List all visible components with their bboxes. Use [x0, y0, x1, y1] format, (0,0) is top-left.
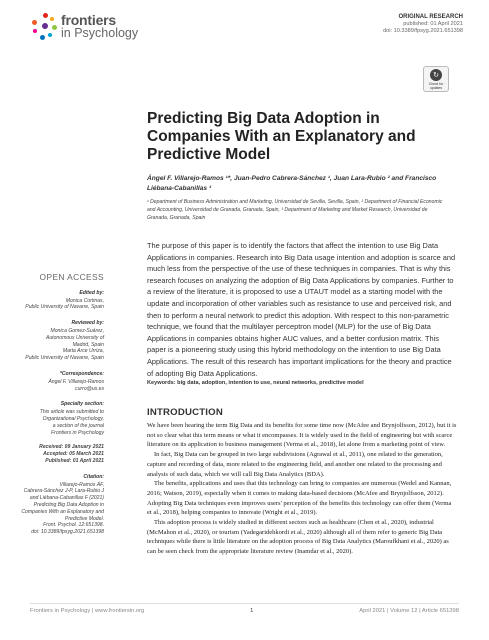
reviewed-by: Monica Gomez-Suárez, Autonomous University of Madrid, Spain Marta Arce Urriza, Public University of Navarre, Spain	[25, 327, 104, 362]
reviewed-by-heading: Reviewed by:	[71, 320, 104, 327]
logo-dot	[32, 20, 37, 25]
edited-by: Monica Cortinas, Public University of Navarre, Spain	[25, 297, 104, 311]
logo-dot	[52, 25, 57, 30]
logo-dot	[40, 35, 45, 40]
specialty-section: This article was submitted to Organizational Psychology, a section of the journal Frontiers in Psychology	[39, 409, 104, 436]
check-updates-icon: ↻	[430, 69, 442, 81]
footer-journal-link[interactable]: Frontiers in Psychology | www.frontiersin.org	[30, 608, 145, 614]
citation-heading: Citation:	[83, 473, 104, 480]
page-number: 1	[250, 608, 254, 614]
footer-issue-info: April 2021 | Volume 12 | Article 651398	[359, 608, 459, 614]
check-updates-button[interactable]	[423, 66, 449, 92]
check-updates-label: Check for updates	[428, 81, 444, 90]
keywords: Keywords: big data, adoption, intention to use, neural networks, predictive model	[147, 380, 364, 386]
paragraph: This adoption process is widely studied in different sectors such as healthcare (Chen et al., 2020), industrial (McMahon et al., 2020), or tourism (Yadegaridehkordi et al., 2020) although all of them refer to generic Big Data techniques while there is little literature on the adoption process of Big Data Analytics (Maroufkhani et al., 2020) as can be seen check from the appropriate literature review (Inamdar et al., 2020).	[147, 519, 449, 556]
article-title: Predicting Big Data Adoption in Companies With an Explanatory and Predictive Model	[147, 110, 416, 163]
specialty-heading: Specialty section:	[60, 401, 104, 408]
open-access-label: OPEN ACCESS	[39, 272, 104, 282]
logo-dot	[43, 13, 48, 18]
paragraph: We have been hearing the term Big Data and its benefits for some time now (McAfee and Brynjolfsson, 2012), but it is not so clear what this term means or what it encompasses. It is widely used in the field of engineering but with scarce literature on its application to business management (Verma et al., 2018), let alone from a marketing point of view.	[147, 422, 457, 449]
logo-dot	[50, 17, 54, 21]
received-date: Received: 09 January 2021	[39, 444, 104, 451]
introduction-body	[147, 421, 457, 557]
article-meta	[383, 14, 463, 35]
introduction-heading: INTRODUCTION	[147, 407, 223, 418]
page-footer	[30, 608, 459, 614]
accepted-date: Accepted: 05 March 2021	[43, 451, 104, 458]
paragraph: The benefits, applications and uses that this technology can bring to companies are numerous (Wedel and Kannan, 2016; Watson, 2019), especially when it comes to making data-based decisions (McAfee and Brynjolfsson, 2012). Adopting Big Data techniques even improves users' perception of the benefits this technology can offer them (Verma et al., 2018), helping companies to innovate (Wright et al., 2019).	[147, 480, 452, 517]
logo-subtitle: in Psychology	[61, 26, 139, 40]
footer-divider	[30, 603, 459, 604]
correspondence-heading: *Correspondence:	[59, 370, 104, 377]
logo-dot	[48, 33, 52, 37]
article-type: ORIGINAL RESEARCH	[398, 14, 463, 20]
published-date-sidebar: Published: 01 April 2021	[45, 457, 104, 464]
doi-link[interactable]: doi: 10.3389/fpsyg.2021.651398	[383, 28, 463, 34]
logo-dot	[42, 23, 48, 29]
correspondence[interactable]: Ángel F. Villarejo-Ramos curro@us.es	[48, 378, 104, 392]
paragraph: In fact, Big Data can be grouped in two large subdivisions (Agrawal et al., 2011), one related to the generation, capture and recording of data, more related to the engineering field, and another one related to the processing and analysis of such data, which we will call Big Data Analytics (BDA).	[147, 451, 443, 478]
edited-by-heading: Edited by:	[79, 289, 104, 296]
logo-name: frontiers	[61, 12, 116, 28]
frontiers-logo-icon	[32, 13, 58, 41]
journal-logo[interactable]	[32, 13, 138, 41]
published-date: published: 01 April 2021	[403, 21, 463, 27]
logo-dot	[33, 29, 37, 33]
author-list[interactable]: Ángel F. Villarejo-Ramos ¹*, Juan-Pedro Cabrera-Sánchez ¹, Juan Lara-Rubio ² and Francisco Liébana-Cabanillas ³	[147, 175, 437, 192]
article-sidebar	[0, 274, 104, 536]
abstract: The purpose of this paper is to identify the factors that affect the intention to use Big Data Applications in companies. Research into Big Data usage intention and adoption is scarce and much less from the perspective of the use of these techniques in companies. That is why this research focuses on analyzing the adoption of Big Data Applications by companies. Further to a review of the literature, it is proposed to use a UTAUT model as a starting model with the update and incorporation of other variables such as resistance to use and perceived risk, and then to perform a neural network to predict this adoption. With respect to this non-parametric technique, we found that the multilayer perceptron model (MLP) for the use of Big Data Applications in companies obtains higher AUC values, and a better confusion matrix. This paper is a pioneering study using this hybrid methodology on the intention to use Big Data Applications. The result of this research has important implications for the theory and practice of adopting Big Data Applications.	[147, 241, 456, 378]
affiliations: ¹ Department of Business Administration and Marketing, Universidad de Sevilla, Sevilla, Spain, ² Department of Financial Economic and Accounting, Universidad de Granada, Granada, Spain, ³ Department of Marketing and Market Research, Universidad de Granada, Granada, Spain	[147, 199, 443, 221]
citation: Villarejo-Ramos ÁF, Cabrera-Sánchez J-P, Lara-Rubio J and Liébana-Cabanillas F (2021) Predicting Big Data Adoption in Companies With an Explanatory and Predictive Model. Front. Psychol. 12:651398. doi: 10.3389/fpsyg.2021.651398	[21, 481, 104, 536]
